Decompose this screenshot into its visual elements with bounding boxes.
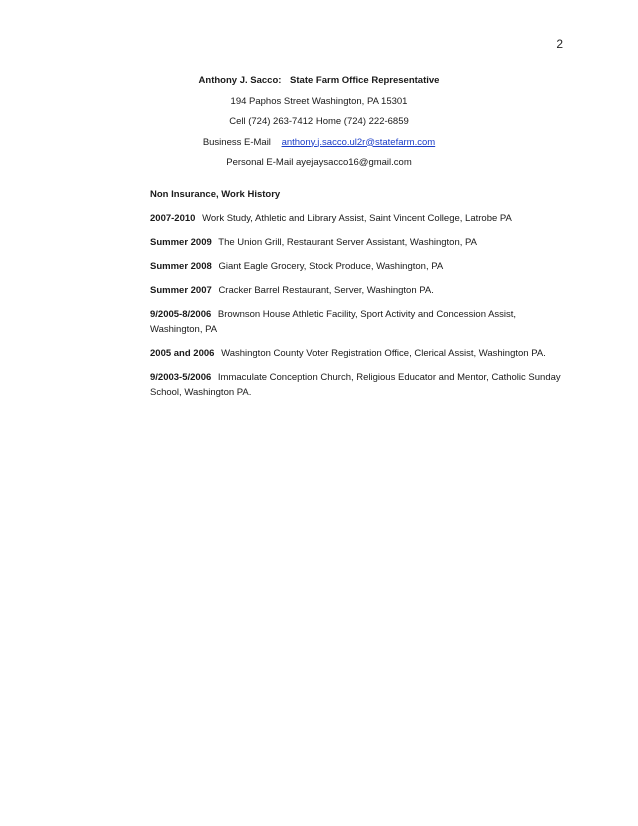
phone-line: Cell (724) 263-7412 Home (724) 222-6859 [229, 116, 409, 127]
work-history-section [150, 188, 570, 409]
business-email-label: Business E-Mail [202, 136, 271, 148]
entry-description: Cracker Barrel Restaurant, Server, Washington PA. [218, 285, 434, 296]
history-entry [150, 283, 570, 298]
entry-description: Washington County Voter Registration Office, Clerical Assist, Washington PA. [221, 348, 546, 359]
page-number: 2 [556, 37, 563, 51]
entry-period: Summer 2009 [150, 237, 212, 248]
history-entry [150, 211, 570, 226]
business-email-line [0, 136, 638, 149]
personal-email-line: Personal E-Mail ayejaysacco16@gmail.com [226, 157, 412, 168]
entry-period: 9/2003-5/2006 [150, 372, 212, 383]
name-title-line [0, 74, 638, 87]
job-role: State Farm Office Representative [290, 75, 440, 86]
person-name: Anthony J. Sacco: [198, 75, 282, 86]
history-entry [150, 235, 570, 250]
entry-period: 2005 and 2006 [150, 348, 215, 359]
entry-period: Summer 2008 [150, 261, 212, 272]
contact-header [0, 74, 638, 177]
history-entry [150, 307, 570, 337]
entry-description: Work Study, Athletic and Library Assist, Saint Vincent College, Latrobe PA [202, 213, 512, 224]
entry-description: Immaculate Conception Church, Religious Educator and Mentor, Catholic Sunday School, Washington PA. [150, 372, 561, 398]
history-entry [150, 370, 570, 400]
entry-period: Summer 2007 [150, 285, 212, 296]
entry-period: 2007-2010 [150, 213, 196, 224]
business-email-link[interactable]: anthony.j.sacco.ul2r@statefarm.com [281, 136, 436, 148]
history-entry [150, 346, 570, 361]
entry-period: 9/2005-8/2006 [150, 309, 212, 320]
section-title: Non Insurance, Work History [150, 189, 281, 200]
history-entry [150, 259, 570, 274]
entry-description: Giant Eagle Grocery, Stock Produce, Washington, PA [218, 261, 444, 272]
entry-description: The Union Grill, Restaurant Server Assistant, Washington, PA [218, 237, 477, 248]
entry-description: Brownson House Athletic Facility, Sport Activity and Concession Assist, Washington, PA [150, 309, 517, 335]
address-line: 194 Paphos Street Washington, PA 15301 [230, 95, 408, 107]
